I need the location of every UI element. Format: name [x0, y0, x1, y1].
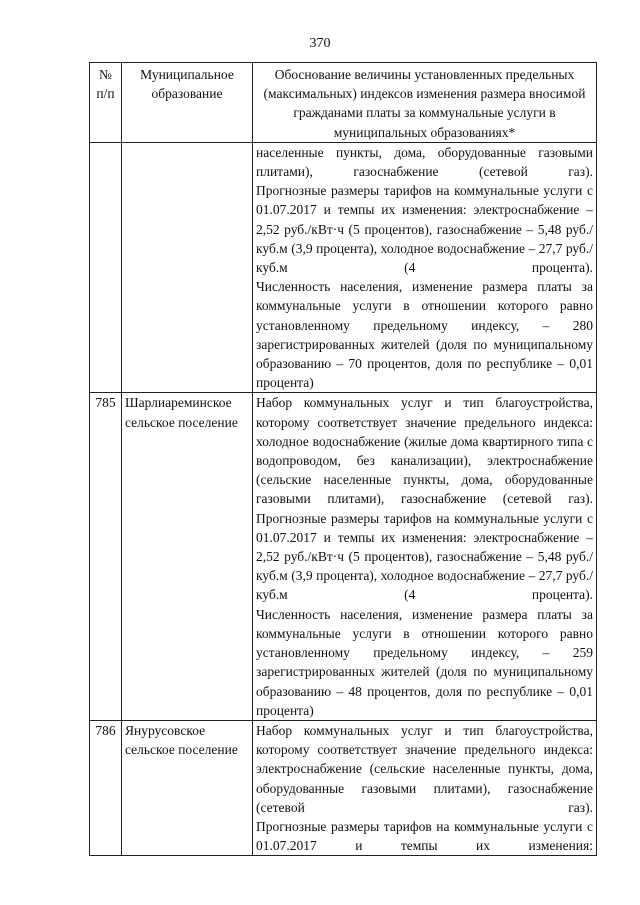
row-number: [90, 142, 122, 393]
tariff-index-table: [89, 62, 597, 856]
row-municipality: [122, 142, 253, 393]
row-justification: [253, 720, 597, 855]
paragraph-utilities: Набор коммунальных услуг и тип благоустройства, которому соответствует значение предельного индекса: электроснабжение (сельские населенные пункты, дома, оборудованные газовыми плитами), газоснабжение (сетевой газ).: [256, 722, 593, 815]
row-justification: [253, 393, 597, 720]
table-row: [90, 720, 597, 855]
row-municipality: Янурусовское сельское поселение: [122, 720, 253, 855]
paragraph-utilities: населенные пункты, дома, оборудованные газовыми плитами), газоснабжение (сетевой газ).: [256, 144, 593, 180]
row-justification: [253, 142, 597, 393]
paragraph-utilities: Набор коммунальных услуг и тип благоустройства, которому соответствует значение предельного индекса: холодное водоснабжение (жилые дома квартирного типа с водопроводом, без канализации), электроснабжение (сельские населенные пункты, дома, оборудованные газовыми плитами), газоснабжение (сетевой газ).: [256, 395, 593, 507]
row-number: 786: [90, 720, 122, 855]
paragraph-population: Численность населения, изменение размера платы за коммунальные услуги в отношении которого равно установленному предельному индексу, – 280 зарегистрированных жителей (доля по муниципальному образованию – 70 процентов, доля по республике – 0,01 процента): [256, 279, 593, 391]
page-number: 370: [309, 36, 331, 51]
table-row: [90, 142, 597, 393]
table-row: [90, 393, 597, 720]
row-municipality: Шарлиареминское сельское поселение: [122, 393, 253, 720]
header-number: № п/п: [90, 63, 122, 143]
header-justification: Обоснование величины установленных предельных (максимальных) индексов изменения размера вносимой гражданами платы за коммунальные услуги в муниципальных образованиях*: [253, 63, 597, 143]
table-header-row: [90, 63, 597, 143]
paragraph-tariffs: Прогнозные размеры тарифов на коммунальные услуги с 01.07.2017 и темпы их изменения:: [256, 818, 593, 854]
row-number: 785: [90, 393, 122, 720]
header-municipality: Муниципальное образование: [122, 63, 253, 143]
paragraph-tariffs: Прогнозные размеры тарифов на коммунальные услуги с 01.07.2017 и темпы их изменения: электроснабжение – 2,52 руб./кВт·ч (5 процентов), газоснабжение – 5,48 руб./куб.м (3,9 процента), холодное водоснабжение – 27,7 руб./куб.м (4 процента).: [256, 510, 593, 603]
paragraph-population: Численность населения, изменение размера платы за коммунальные услуги в отношении которого равно установленному предельному индексу, – 259 зарегистрированных жителей (доля по муниципальному образованию – 48 процентов, доля по республике – 0,01 процента): [256, 606, 593, 718]
paragraph-tariffs: Прогнозные размеры тарифов на коммунальные услуги с 01.07.2017 и темпы их изменения: электроснабжение – 2,52 руб./кВт·ч (5 процентов), газоснабжение – 5,48 руб./куб.м (3,9 процента), холодное водоснабжение – 27,7 руб./куб.м (4 процента).: [256, 183, 593, 276]
